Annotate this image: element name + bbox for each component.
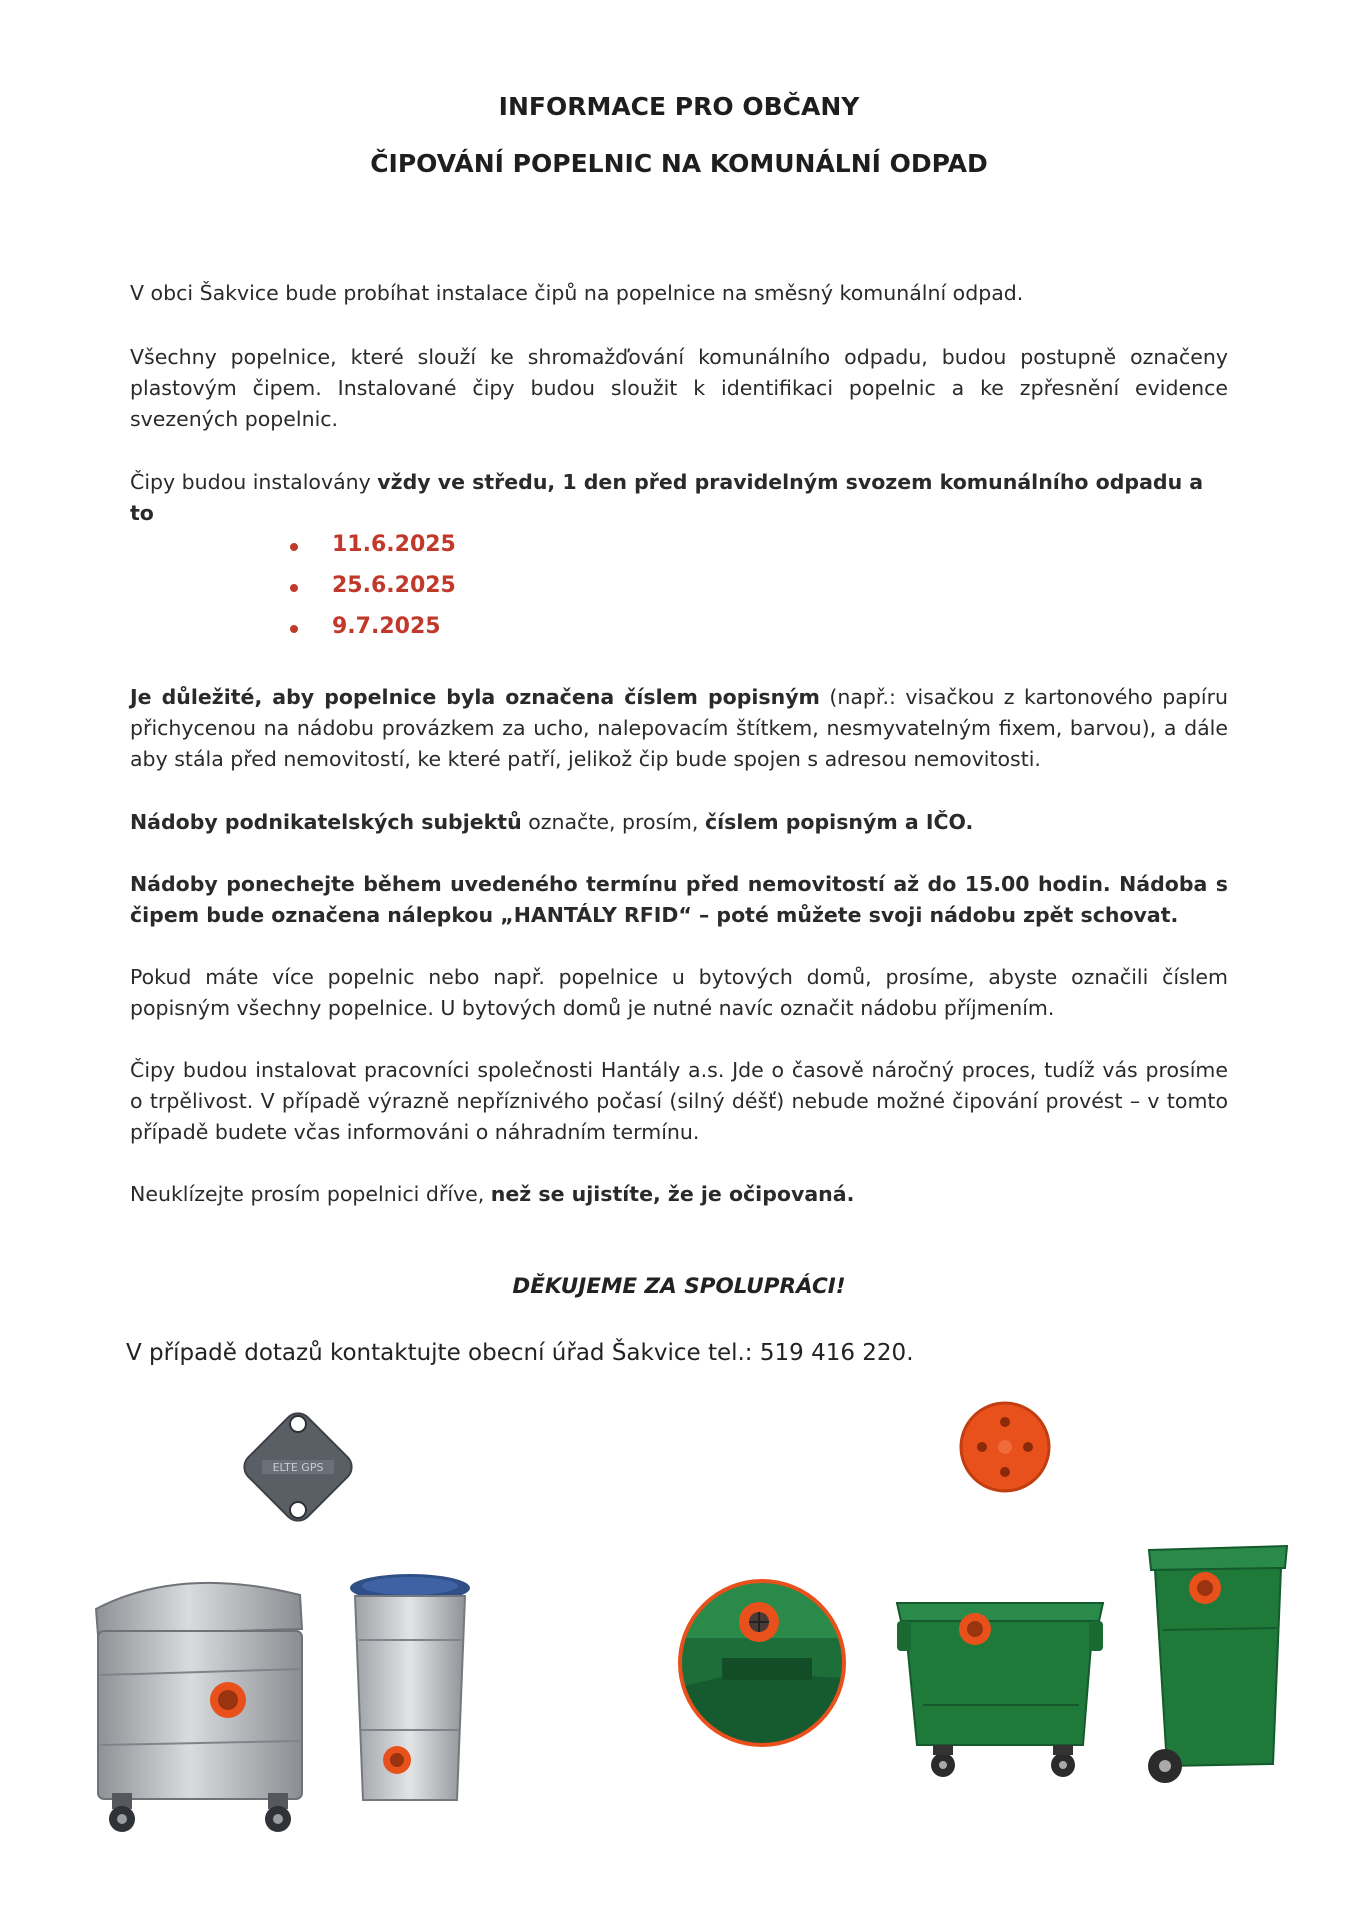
- green-bin-2-wheel: [1143, 1540, 1293, 1790]
- install-days-text: Čipy budou instalovány: [130, 470, 378, 494]
- paragraph-do-not-hide: [130, 1179, 1228, 1210]
- date-value: 11.6.2025: [332, 532, 456, 557]
- metal-container-1100l: [90, 1565, 322, 1835]
- paragraph-multiple-bins: [130, 962, 1228, 1024]
- bullet-icon: [290, 625, 298, 633]
- business-bold-2: číslem popisným a IČO.: [704, 810, 974, 834]
- date-value: 9.7.2025: [332, 614, 441, 639]
- paragraph-install-days: [130, 467, 1228, 529]
- multiple-bins-text: Pokud máte více popelnic nebo např. popelnice u bytových domů, prosíme, abyste označili číslem popisným všechny popelnice. U bytových domů je nutné navíc označit nádobu příjmením.: [130, 965, 1228, 1020]
- thanks-line: DĚKUJEME ZA SPOLUPRÁCI!: [512, 1274, 846, 1299]
- business-bold-1: Nádoby podnikatelských subjektů: [130, 810, 522, 834]
- chip-label: ELTE GPS: [272, 1461, 324, 1474]
- heading-line-1: INFORMACE PRO OBČANY: [498, 92, 860, 121]
- leave-bins-bold: Nádoby ponechejte během uvedeného termínu před nemovitostí až do 15.00 hodin. Nádoba s čipem bude označena nálepkou „HANTÁLY RFID“ – poté můžete svoji nádobu zpět schovat.: [130, 872, 1228, 927]
- paragraph-chips-info: [130, 342, 1228, 435]
- bin-chip-closeup: [677, 1578, 847, 1748]
- paragraph-leave-bins: [130, 869, 1228, 931]
- gray-chip-illustration: [236, 1405, 360, 1529]
- bullet-icon: [290, 584, 298, 592]
- heading-line-2: ČIPOVÁNÍ POPELNIC NA KOMUNÁLNÍ ODPAD: [370, 149, 988, 178]
- paragraph-chips-info-text: Všechny popelnice, které slouží ke shromažďování komunálního odpadu, budou postupně označeny plastovým čipem. Instalované čipy budou sloužit k identifikaci popelnic a ke zpřesnění evidence svezených popelnic.: [130, 345, 1228, 431]
- install-days-bold: vždy ve středu, 1 den před pravidelným svozem komunálního odpadu a to: [130, 470, 1204, 525]
- orange-chip-illustration: [955, 1395, 1055, 1495]
- house-number-bold: Je důležité, aby popelnice byla označena číslem popisným: [130, 685, 820, 709]
- date-value: 25.6.2025: [332, 573, 456, 598]
- do-not-hide-text: Neuklízejte prosím popelnici dříve,: [130, 1182, 491, 1206]
- business-text: označte, prosím,: [521, 810, 705, 834]
- paragraph-intro: [130, 278, 1228, 309]
- installers-text: Čipy budou instalovat pracovníci společnosti Hantály a.s. Jde o časově náročný proces, tudíž vás prosíme o trpělivost. V případě výrazně nepříznivého počasí (silný déšť) nebude možné čipování provést – v tomto případě budete včas informováni o náhradním termínu.: [130, 1058, 1228, 1144]
- paragraph-intro-text: V obci Šakvice bude probíhat instalace čipů na popelnice na směsný komunální odpad.: [130, 281, 1024, 305]
- contact-line: V případě dotazů kontaktujte obecní úřad Šakvice tel.: 519 416 220.: [126, 1340, 914, 1366]
- house-number-text: (např.: visačkou z kartonového papíru přichycenou na nádobu provázkem za ucho, nalepovacím štítkem, nesmyvatelným fixem, barvou), a dále aby stála před nemovitostí, ke které patří, jelikož čip bude spojen s adresou nemovitosti.: [130, 685, 1228, 771]
- paragraph-house-number: [130, 682, 1228, 775]
- metal-bin-110l: [345, 1570, 475, 1810]
- green-container-4-wheel: [893, 1585, 1108, 1785]
- paragraph-installers: [130, 1055, 1228, 1148]
- paragraph-business: [130, 807, 1228, 838]
- bullet-icon: [290, 543, 298, 551]
- do-not-hide-bold: než se ujistíte, že je očipovaná.: [490, 1182, 855, 1206]
